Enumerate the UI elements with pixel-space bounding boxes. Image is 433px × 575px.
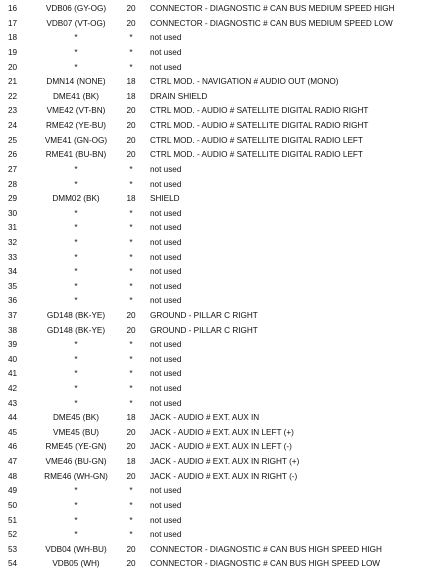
circuit-function: CONNECTOR - DIAGNOSTIC # CAN BUS MEDIUM SPEED LOW	[150, 18, 393, 28]
pin-number: 16	[8, 4, 18, 14]
pin-number: 49	[8, 486, 18, 496]
circuit-code: DME45 (BK)	[53, 413, 99, 423]
circuit-code: *	[74, 62, 78, 72]
circuit-code: *	[74, 384, 78, 394]
table-row	[0, 338, 433, 353]
circuit-code: GD148 (BK-YE)	[46, 325, 106, 335]
circuit-function: not used	[150, 281, 182, 291]
circuit-function: not used	[150, 530, 182, 540]
wire-gauge: *	[129, 208, 133, 218]
table-row	[0, 396, 433, 411]
pin-number: 50	[8, 500, 18, 510]
pin-number: 48	[8, 471, 18, 481]
circuit-function: not used	[150, 486, 182, 496]
circuit-code: *	[74, 48, 78, 58]
pin-number: 52	[8, 530, 18, 540]
circuit-code: *	[74, 33, 78, 43]
wire-gauge: 20	[126, 325, 136, 335]
circuit-code: GD148 (BK-YE)	[46, 311, 106, 320]
wire-gauge: *	[129, 515, 133, 525]
pin-number: 36	[8, 296, 18, 306]
wire-gauge: 18	[126, 194, 136, 204]
circuit-code: *	[74, 223, 78, 233]
wire-gauge: *	[129, 354, 133, 364]
circuit-code: VME45 (BU)	[53, 427, 99, 437]
wire-gauge: *	[129, 530, 133, 540]
wire-gauge: *	[129, 267, 133, 277]
table-row	[0, 60, 433, 75]
table-row	[0, 484, 433, 499]
table-row	[0, 309, 433, 324]
pin-number: 19	[8, 48, 18, 58]
wire-gauge: *	[129, 500, 133, 510]
pin-number: 43	[8, 398, 18, 408]
circuit-function: JACK - AUDIO # EXT. AUX IN RIGHT (+)	[150, 457, 300, 467]
pin-number: 42	[8, 384, 18, 394]
pin-number: 18	[8, 33, 18, 43]
circuit-function: not used	[150, 179, 182, 189]
circuit-code: DMN14 (NONE)	[46, 77, 106, 87]
table-row	[0, 557, 433, 572]
circuit-function: not used	[150, 208, 182, 218]
circuit-function: not used	[150, 296, 182, 306]
circuit-function: CTRL MOD. - AUDIO # SATELLITE DIGITAL RADIO LEFT	[150, 150, 363, 160]
pin-number: 31	[8, 223, 18, 233]
pin-number: 29	[8, 194, 18, 204]
circuit-function: not used	[150, 48, 182, 58]
wire-gauge: *	[129, 223, 133, 233]
circuit-function: not used	[150, 398, 182, 408]
circuit-code: VDB04 (WH-BU)	[45, 544, 107, 554]
pin-number: 30	[8, 208, 18, 218]
circuit-code: *	[74, 515, 78, 525]
circuit-function: not used	[150, 237, 182, 247]
circuit-code: *	[74, 179, 78, 189]
wire-gauge: *	[129, 281, 133, 291]
pin-number: 22	[8, 91, 18, 101]
table-row	[0, 2, 433, 17]
circuit-code: *	[74, 208, 78, 218]
wire-gauge: 20	[126, 442, 136, 452]
table-row	[0, 470, 433, 485]
circuit-function: not used	[150, 164, 182, 174]
table-row	[0, 104, 433, 119]
circuit-function: not used	[150, 340, 182, 350]
wire-gauge: 20	[126, 559, 136, 569]
circuit-function: SHIELD	[150, 194, 180, 204]
circuit-code: VDB06 (GY-OG)	[45, 4, 107, 14]
wire-gauge: *	[129, 33, 133, 43]
pin-number: 46	[8, 442, 18, 452]
table-row	[0, 17, 433, 32]
wire-gauge: *	[129, 48, 133, 58]
circuit-code: VME46 (BU-GN)	[45, 457, 107, 467]
connector-pinout-table	[0, 2, 433, 572]
circuit-function: CTRL MOD. - AUDIO # SATELLITE DIGITAL RADIO RIGHT	[150, 121, 369, 131]
circuit-code: VDB07 (VT-OG)	[46, 18, 106, 28]
wire-gauge: 20	[126, 18, 136, 28]
wire-gauge: 20	[126, 121, 136, 131]
circuit-code: *	[74, 500, 78, 510]
table-row	[0, 250, 433, 265]
circuit-code: *	[74, 340, 78, 350]
circuit-function: not used	[150, 384, 182, 394]
circuit-code: *	[74, 237, 78, 247]
circuit-function: not used	[150, 267, 182, 277]
table-row	[0, 367, 433, 382]
circuit-code: RME42 (YE-BU)	[45, 121, 107, 131]
wire-gauge: *	[129, 398, 133, 408]
circuit-code: RME45 (YE-GN)	[45, 442, 107, 452]
pin-number: 53	[8, 544, 18, 554]
circuit-function: CTRL MOD. - NAVIGATION # AUDIO OUT (MONO)	[150, 77, 339, 87]
wire-gauge: 20	[126, 544, 136, 554]
table-row	[0, 207, 433, 222]
pin-number: 47	[8, 457, 18, 467]
circuit-function: JACK - AUDIO # EXT. AUX IN	[150, 413, 260, 423]
circuit-code: VME42 (VT-BN)	[46, 106, 106, 116]
table-row	[0, 280, 433, 295]
table-row	[0, 543, 433, 558]
pin-number: 27	[8, 164, 18, 174]
pin-number: 34	[8, 267, 18, 277]
circuit-function: GROUND - PILLAR C RIGHT	[150, 325, 258, 335]
pin-number: 23	[8, 106, 18, 116]
table-row	[0, 382, 433, 397]
table-row	[0, 426, 433, 441]
wire-gauge: 20	[126, 135, 136, 145]
circuit-function: CONNECTOR - DIAGNOSTIC # CAN BUS HIGH SPEED HIGH	[150, 544, 382, 554]
table-row	[0, 411, 433, 426]
wire-gauge: *	[129, 237, 133, 247]
wire-gauge: *	[129, 384, 133, 394]
circuit-function: CTRL MOD. - AUDIO # SATELLITE DIGITAL RADIO RIGHT	[150, 106, 369, 116]
table-row	[0, 119, 433, 134]
circuit-code: *	[74, 369, 78, 379]
wire-gauge: *	[129, 340, 133, 350]
wire-gauge: *	[129, 62, 133, 72]
circuit-code: *	[74, 486, 78, 496]
pin-number: 37	[8, 311, 18, 320]
pin-number: 45	[8, 427, 18, 437]
circuit-code: *	[74, 267, 78, 277]
wire-gauge: 18	[126, 413, 136, 423]
pin-number: 39	[8, 340, 18, 350]
circuit-function: not used	[150, 515, 182, 525]
circuit-code: DME41 (BK)	[53, 91, 99, 101]
wire-gauge: 20	[126, 427, 136, 437]
circuit-code: VDB05 (WH)	[52, 559, 100, 569]
circuit-function: CONNECTOR - DIAGNOSTIC # CAN BUS MEDIUM SPEED HIGH	[150, 4, 395, 14]
circuit-code: RME41 (BU-BN)	[45, 150, 107, 160]
table-row	[0, 90, 433, 105]
wire-gauge: 20	[126, 106, 136, 116]
table-row	[0, 499, 433, 514]
circuit-function: not used	[150, 369, 182, 379]
circuit-function: GROUND - PILLAR C RIGHT	[150, 311, 258, 320]
pin-number: 38	[8, 325, 18, 335]
circuit-function: not used	[150, 33, 182, 43]
pin-number: 24	[8, 121, 18, 131]
table-row	[0, 528, 433, 543]
pin-number: 35	[8, 281, 18, 291]
circuit-function: not used	[150, 252, 182, 262]
circuit-code: *	[74, 252, 78, 262]
circuit-code: *	[74, 296, 78, 306]
circuit-function: JACK - AUDIO # EXT. AUX IN LEFT (-)	[150, 442, 292, 452]
circuit-function: DRAIN SHIELD	[150, 91, 208, 101]
pin-number: 41	[8, 369, 18, 379]
wire-gauge: 18	[126, 91, 136, 101]
wire-gauge: 20	[126, 4, 136, 14]
table-row	[0, 455, 433, 470]
circuit-code: RME46 (WH-GN)	[44, 471, 108, 481]
pin-number: 25	[8, 135, 18, 145]
pin-number: 17	[8, 18, 18, 28]
wire-gauge: 18	[126, 77, 136, 87]
table-row	[0, 31, 433, 46]
wire-gauge: *	[129, 179, 133, 189]
circuit-function: CTRL MOD. - AUDIO # SATELLITE DIGITAL RADIO LEFT	[150, 135, 363, 145]
circuit-code: *	[74, 164, 78, 174]
circuit-function: JACK - AUDIO # EXT. AUX IN RIGHT (-)	[150, 471, 298, 481]
table-row	[0, 440, 433, 455]
wire-gauge: *	[129, 164, 133, 174]
pin-number: 28	[8, 179, 18, 189]
circuit-code: *	[74, 530, 78, 540]
wire-gauge: 18	[126, 457, 136, 467]
table-row	[0, 75, 433, 90]
circuit-code: *	[74, 281, 78, 291]
table-row	[0, 265, 433, 280]
wire-gauge: 20	[126, 471, 136, 481]
wire-gauge: *	[129, 252, 133, 262]
table-row	[0, 513, 433, 528]
circuit-code: *	[74, 354, 78, 364]
table-row	[0, 177, 433, 192]
table-row	[0, 46, 433, 61]
table-row	[0, 133, 433, 148]
table-row	[0, 163, 433, 178]
pinout-rows	[0, 2, 433, 572]
wire-gauge: *	[129, 486, 133, 496]
circuit-function: CONNECTOR - DIAGNOSTIC # CAN BUS HIGH SPEED LOW	[150, 559, 381, 569]
circuit-code: VME41 (GN-OG)	[44, 135, 108, 145]
pin-number: 40	[8, 354, 18, 364]
pin-number: 51	[8, 515, 18, 525]
circuit-function: not used	[150, 354, 182, 364]
pin-number: 33	[8, 252, 18, 262]
table-row	[0, 148, 433, 163]
circuit-function: JACK - AUDIO # EXT. AUX IN LEFT (+)	[150, 427, 294, 437]
table-row	[0, 236, 433, 251]
wire-gauge: *	[129, 369, 133, 379]
wire-gauge: 20	[126, 311, 136, 320]
table-row	[0, 353, 433, 368]
pin-number: 44	[8, 413, 18, 423]
pin-number: 20	[8, 62, 18, 72]
pin-number: 21	[8, 77, 18, 87]
pin-number: 54	[8, 559, 18, 569]
circuit-function: not used	[150, 62, 182, 72]
circuit-function: not used	[150, 500, 182, 510]
table-row	[0, 221, 433, 236]
wire-gauge: *	[129, 296, 133, 306]
table-row	[0, 323, 433, 338]
circuit-code: *	[74, 398, 78, 408]
pin-number: 26	[8, 150, 18, 160]
wire-gauge: 20	[126, 150, 136, 160]
table-row	[0, 294, 433, 309]
table-row	[0, 192, 433, 207]
circuit-code: DMM02 (BK)	[52, 194, 100, 204]
circuit-function: not used	[150, 223, 182, 233]
pin-number: 32	[8, 237, 18, 247]
